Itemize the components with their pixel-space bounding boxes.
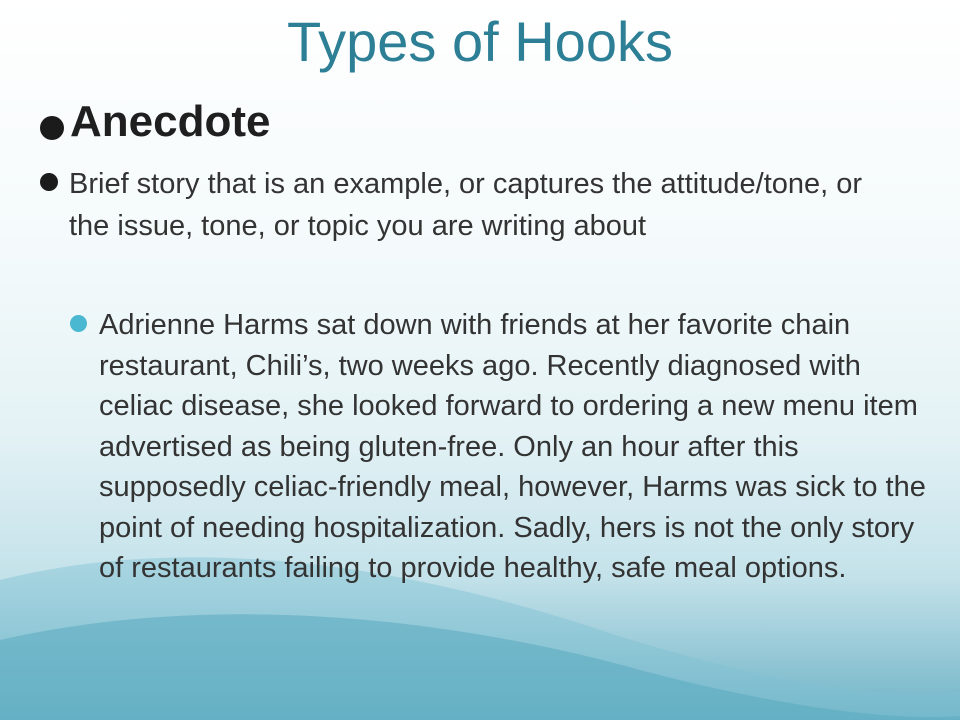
bullet-text-definition: Brief story that is an example, or captures the attitude/tone, or the issue, tone, or topic you are writing about (69, 168, 863, 242)
bullet-text-example: Adrienne Harms sat down with friends at her favorite chain restaurant, Chili’s, two weeks ago. Recently diagnosed with celiac disease, she looked forward to ordering a new menu item advertised as being gluten-free. Only an hour after this supposedly celiac-friendly meal, however, Harms was sick to the point of needing hospitalization. Sadly, hers is not the only story of restaurants failing to provide healthy, safe meal options. (99, 309, 926, 584)
bullet-text-anecdote: Anecdote (70, 97, 271, 146)
bullet-dot-icon (40, 173, 58, 191)
bullet-dot-icon (40, 116, 64, 140)
bullet-dot-icon (70, 315, 87, 332)
slide-title: Types of Hooks (287, 10, 673, 73)
